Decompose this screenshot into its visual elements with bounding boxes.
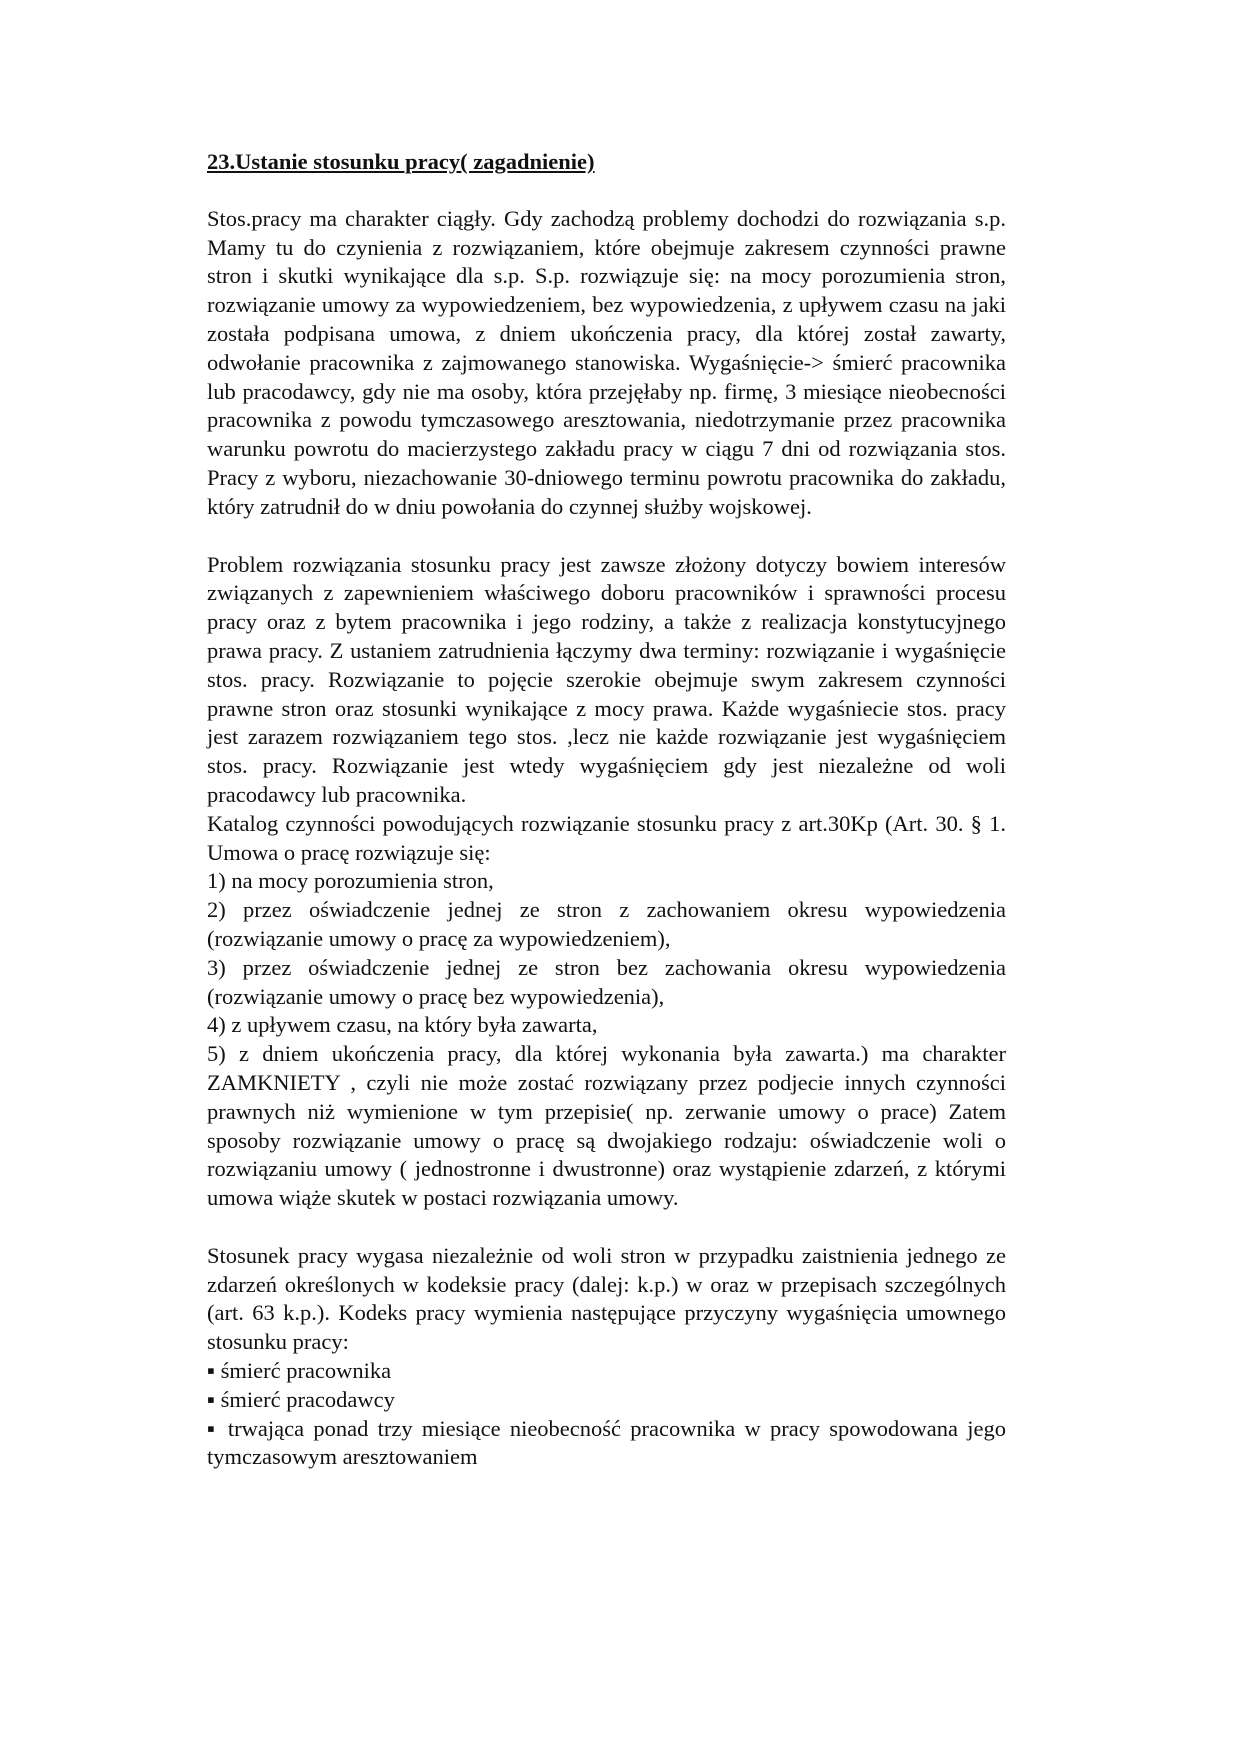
- catalog-item: 1) na mocy porozumienia stron,: [207, 868, 494, 894]
- paragraph-problem-rozwiazania: Problem rozwiązania stosunku pracy jest zawsze złożony dotyczy bowiem interesów związanych z zapewnieniem właściwego doboru pracowników i sprawności procesu pracy oraz z bytem pracownika i jego rodziny, a także z realizacja konstytucyjnego prawa pracy. Z ustaniem zatrudnienia łączymy dwa terminy: rozwiązanie i wygaśnięcie stos. pracy. Rozwiązanie to pojęcie szerokie obejmuje swym zakresem czynności prawne stron oraz stosunki wynikające z mocy prawa. Każde wygaśniecie stos. pracy jest zarazem rozwiązaniem tego stos. ,lecz nie każde rozwiązanie jest wygaśnięciem stos. pracy. Rozwiązanie jest wtedy wygaśnięciem gdy jest niezależne od woli pracodawcy lub pracownika.: [207, 551, 1006, 807]
- catalog-item: 4) z upływem czasu, na który była zawarta,: [207, 1012, 598, 1038]
- catalog-item: 2) przez oświadczenie jednej ze stron z zachowaniem okresu wypowiedzenia (rozwiązanie umowy o pracę za wypowiedzeniem),: [207, 897, 1006, 951]
- document-page: [207, 148, 1006, 1472]
- document-title: 23.Ustanie stosunku pracy( zagadnienie): [207, 149, 595, 174]
- bullet-item: ▪ śmierć pracownika: [207, 1358, 392, 1384]
- catalog-item-5: 5) z dniem ukończenia pracy, dla której wykonania była zawarta.) ma charakter ZAMKNIETY , czyli nie może zostać rozwiązany przez podjecie innych czynności prawnych niż wymienione w tym przepisie( np. zerwanie umowy o prace) Zatem sposoby rozwiązanie umowy o pracę są dwojakiego rodzaju: oświadczenie woli o rozwiązaniu umowy ( jednostronne i dwustronne) oraz wystąpienie zdarzeń, z którymi umowa wiąże skutek w postaci rozwiązania umowy.: [207, 1041, 1006, 1211]
- bullet-item: ▪ śmierć pracodawcy: [207, 1386, 395, 1412]
- paragraph-gap: [207, 1213, 1006, 1242]
- paragraph-wygasniecie: Stosunek pracy wygasa niezależnie od woli stron w przypadku zaistnienia jednego ze zdarzeń określonych w kodeksie pracy (dalej: k.p.) w oraz w przepisach szczególnych (art. 63 k.p.). Kodeks pracy wymienia następujące przyczyny wygaśnięcia umownego stosunku pracy:: [207, 1242, 1006, 1355]
- bullet-item: ▪ trwająca ponad trzy miesiące nieobecność pracownika w pracy spowodowana jego tymczasowym aresztowaniem: [207, 1415, 1006, 1470]
- catalog-intro: Katalog czynności powodujących rozwiązanie stosunku pracy z art.30Kp (Art. 30. § 1. Umowa o pracę rozwiązuje się:: [207, 810, 1006, 865]
- paragraph-gap: [207, 522, 1006, 551]
- catalog-item: 3) przez oświadczenie jednej ze stron bez zachowania okresu wypowiedzenia (rozwiązanie umowy o pracę bez wypowiedzenia),: [207, 954, 1006, 1009]
- paragraph-stosunek-ciagly: Stos.pracy ma charakter ciągły. Gdy zachodzą problemy dochodzi do rozwiązania s.p. Mamy tu do czynienia z rozwiązaniem, które obejmuje zakresem czynności prawne stron i skutki wynikające dla s.p. S.p. rozwiązuje się: na mocy porozumienia stron, rozwiązanie umowy za wypowiedzeniem, bez wypowiedzenia, z upływem czasu na jaki została podpisana umowa, z dniem ukończenia pracy, dla której został zawarty, odwołanie pracownika z zajmowanego stanowiska. Wygaśnięcie-> śmierć pracownika lub pracodawcy, gdy nie ma osoby, która przejęłaby np. firmę, 3 miesiące nieobecności pracownika z powodu tymczasowego aresztowania, niedotrzymanie przez pracownika warunku powrotu do macierzystego zakładu pracy w ciągu 7 dni od rozwiązania stos. Pracy z wyboru, niezachowanie 30-dniowego terminu powrotu pracownika do zakładu, który zatrudnił do w dniu powołania do czynnej służby wojskowej.: [207, 205, 1006, 519]
